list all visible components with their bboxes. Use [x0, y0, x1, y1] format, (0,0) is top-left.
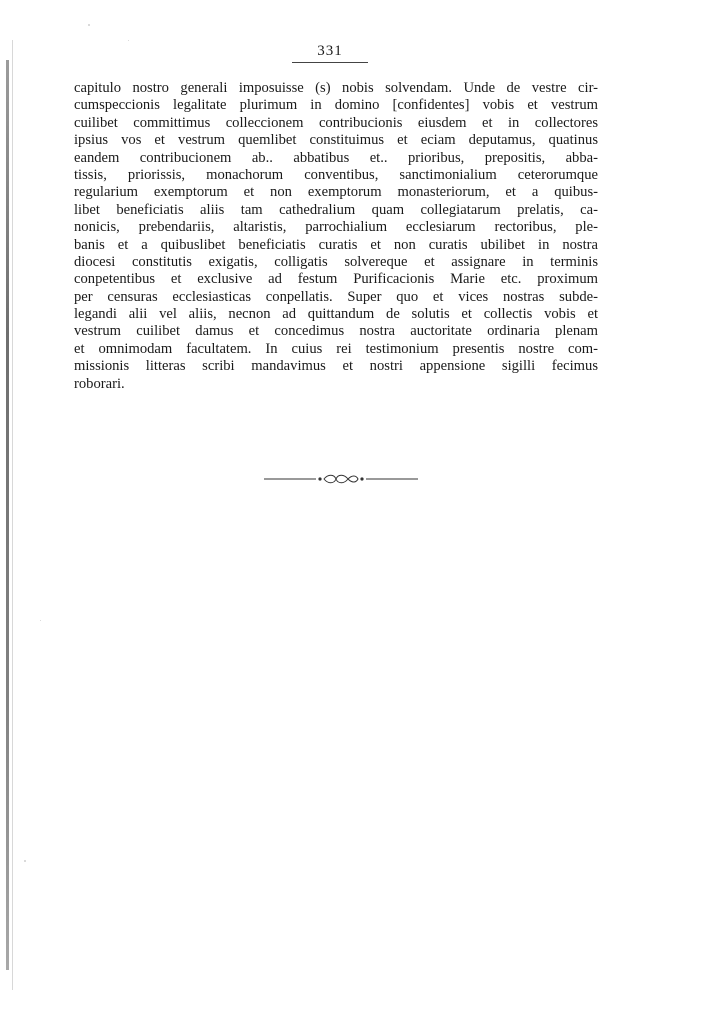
text-line: conpetentibus et exclusive ad festum Purificacionis Marie etc. proximum [74, 271, 598, 288]
ornament-divider [264, 472, 418, 486]
text-line: legandi alii vel aliis, necnon ad quittandum de solutis et collectis vobis et [74, 306, 598, 323]
ornament-flourish [324, 475, 348, 483]
page-number-rule [292, 62, 368, 63]
paper-speck [128, 40, 129, 41]
text-line: vestrum cuilibet damus et concedimus nostra auctoritate ordinaria plenam [74, 323, 598, 340]
text-line: libet beneficiatis aliis tam cathedralium quam collegiatarum prelatis, ca- [74, 201, 598, 218]
text-line: tissis, priorissis, monachorum conventibus, sanctimonialium ceterorumque [74, 166, 598, 183]
text-line-final: roborari. [74, 375, 125, 392]
text-line: cumspeccionis legalitate plurimum in domino [confidentes] vobis et vestrum [74, 97, 598, 114]
ornament-flourish-right [348, 476, 358, 482]
text-line: per censuras ecclesiasticas conpellatis. Super quo et vices nostras subde- [74, 288, 598, 305]
text-line: diocesi constitutis exigatis, colligatis solvereque et assignare in terminis [74, 253, 598, 270]
paper-speck [88, 24, 90, 26]
text-line: eandem contribucionem ab.. abbatibus et.. prioribus, prepositis, abba- [74, 149, 598, 166]
text-line: banis et a quibuslibet beneficiatis curatis et non curatis ubilibet in nostra [74, 236, 598, 253]
binding-edge-line [12, 40, 13, 990]
text-line: cuilibet committimus colleccionem contribucionis eiusdem et in collectores [74, 114, 598, 131]
text-line: nonicis, prebendariis, altaristis, parrochialium ecclesiarum rectoribus, ple- [74, 219, 598, 236]
text-line: regularium exemptorum et non exemptorum monasteriorum, et a quibus- [74, 184, 598, 201]
body-text [74, 80, 598, 393]
page-number: 331 [317, 43, 343, 59]
text-line: capitulo nostro generali imposuisse (s) nobis solvendam. Unde de vestre cir- [74, 80, 598, 96]
ornament-dot-right [360, 477, 363, 480]
paper-speck [24, 860, 26, 862]
binding-edge-shadow [6, 60, 9, 970]
paper-speck [40, 620, 41, 621]
text-line: et omnimodam facultatem. In cuius rei testimonium presentis nostre com- [74, 340, 598, 357]
ornament-dot-left [318, 477, 321, 480]
text-line: ipsius vos et vestrum quemlibet constituimus et eciam deputamus, quatinus [74, 132, 598, 149]
text-line: missionis litteras scribi mandavimus et nostri appensione sigilli fecimus [74, 358, 598, 375]
